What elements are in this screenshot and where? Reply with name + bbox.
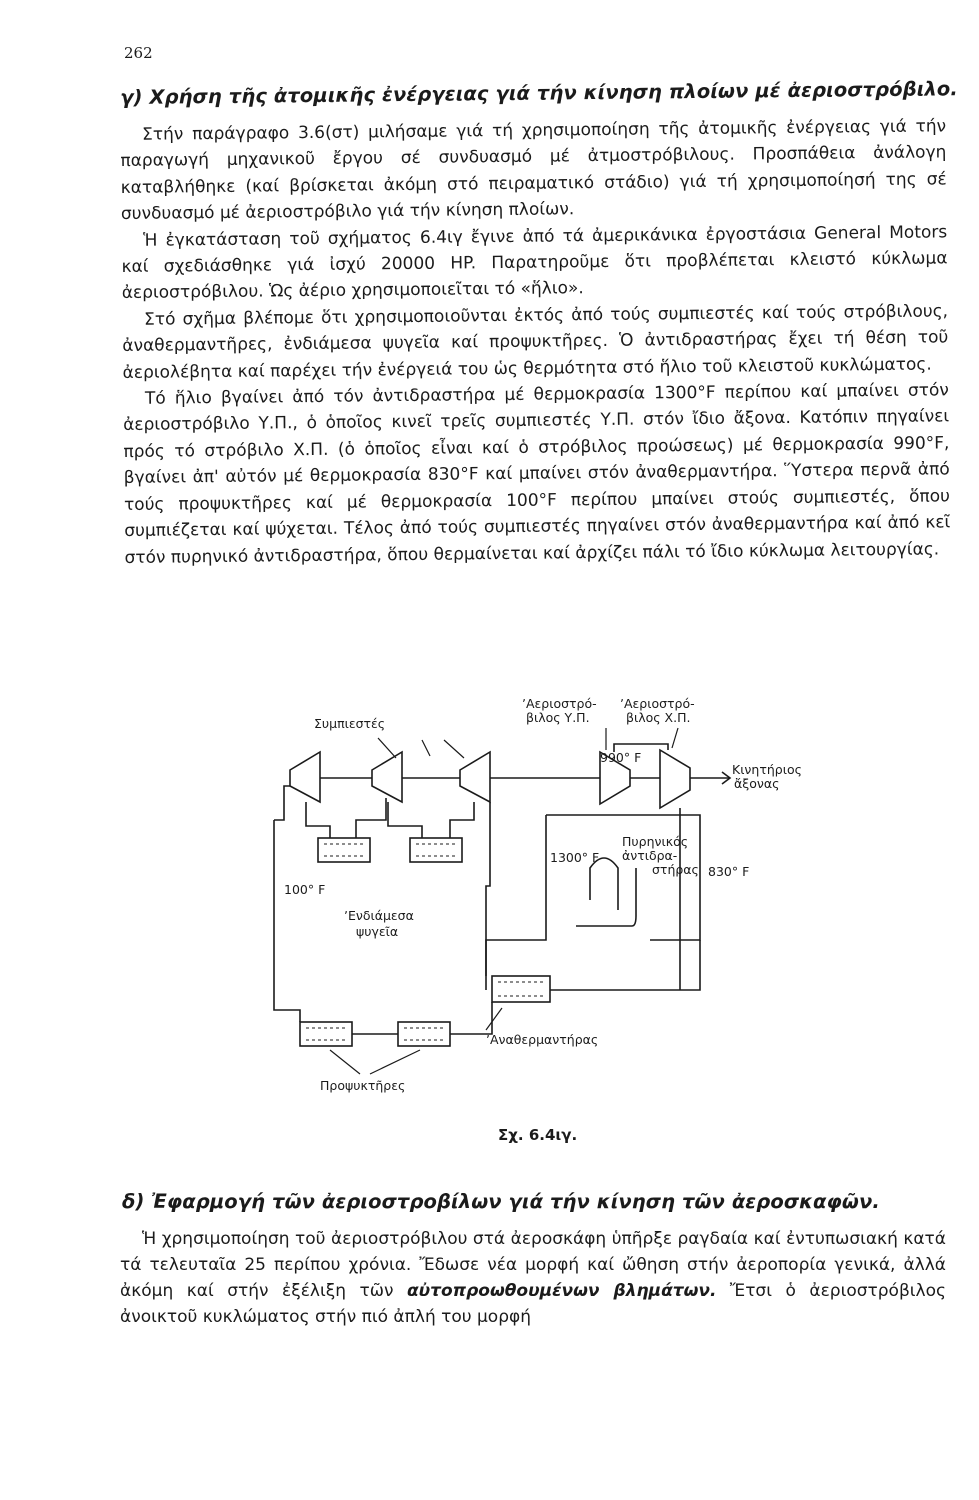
precooler-1 [300, 1022, 352, 1046]
leader-arrow [330, 1008, 502, 1074]
label-precoolers: Προψυκτῆρες [320, 1078, 406, 1093]
pipe [388, 802, 474, 838]
paragraph: Στήν παράγραφο 3.6(στ) μιλήσαμε γιά τή χρησιμοποίηση τῆς ἀτομικῆς ἐνέργειας γιά τήν παραγωγή μηχανικοῦ ἔργου σέ συνδυασμό μέ ἀτμοστρόβιλους. Προσπάθεια ἀνάλογη καταβλήθηκε (καί βρίσκεται ἀκόμη στό πειραματικό στάδιο) γιά τή χρησιμοποίησή της σέ συνδυασμό μέ ἀεριοστρόβιλο γιά τήν κίνηση πλοίων. [120, 116, 947, 225]
paragraph: Ἡ ἐγκατάσταση τοῦ σχήματος 6.4ιγ ἔγινε ἀπό τά ἀμερικάνικα ἐργοστάσια General Motors καί σχεδιάσθηκε γιά ἰσχύ 20000 HP. Παρατηροῦμε ὅτι προβλέπεται κλειστό κύκλωμα ἀεριοστρόβιλου. Ὡς ἀέριο χρησιμοποιεῖται τό «ἥλιο». [121, 221, 948, 304]
compressor-1 [290, 752, 320, 802]
label-reactor-1: Πυρηνικός [622, 834, 689, 849]
page-number: 262 [124, 44, 153, 62]
label-drive-shaft-2: ἄξονας [734, 776, 780, 791]
label-hp-turbine-2: βιλος Υ.Π. [526, 710, 590, 725]
intercooler-1 [318, 838, 370, 862]
label-100: 100° F [284, 882, 326, 897]
paragraph-start: Ἡ χρησιμοποίηση τοῦ ἀεριοστρόβιλου στά ἀεροσκάφη ὑπῆρξε ραγδαία καί ἐντυπωσιακή κατά τά τελευταῖα 25 περίπου χρόνια. Ἔδωσε νέα μορφή καί ὤθηση στήν ἀεροπορία γενικά, ἀλλά ἀκόμη καί στήν ἐξέλιξη τῶν [120, 1229, 946, 1301]
label-compressors: Συμπιεστές [314, 716, 386, 731]
helium-cycle-diagram [260, 690, 820, 1110]
reheater [492, 976, 550, 1002]
label-1300: 1300° F [550, 850, 600, 865]
section-heading-d: δ) Ἐφαρμογή τῶν ἀεριοστροβίλων γιά τήν κίνηση τῶν ἀεροσκαφῶν. [122, 1190, 880, 1213]
label-intercoolers-1: ʼΕνδιάμεσα [344, 908, 414, 923]
compressor-2 [372, 752, 402, 802]
compressor-3 [460, 752, 490, 802]
pipe [274, 786, 290, 820]
label-830: 830° F [708, 864, 750, 879]
intercooler-2 [410, 838, 462, 862]
lp-turbine [660, 750, 690, 808]
section-heading-c: γ) Χρήση τῆς ἀτομικῆς ἐνέργειας γιά τήν κίνηση πλοίων μέ ἀεριοστρόβιλο. [120, 77, 958, 109]
label-reheater: ʼΑναθερμαντήρας [486, 1032, 599, 1047]
paragraph: Τό ἥλιο βγαίνει ἀπό τόν ἀντιδραστήρα μέ θερμοκρασία 1300°F περίπου καί μπαίνει στόν ἀεριοστρόβιλο Υ.Π., ὁ ὁποῖος κινεῖ τρεῖς συμπιεστές Υ.Π. στόν ἴδιο ἄξονα. Κατόπιν πηγαίνει πρός τό στρόβιλο Χ.Π. (ὁ ὁποῖος εἶναι καί ὁ στρόβιλος προώσεως) μέ θερμοκρασία 990°F, βγαίνει ἀπ' αὐτόν μέ θερμοκρασία 830°F καί μπαίνει στόν ἀναθερμαντήρα. Ὕστερα περνᾶ ἀπό τούς προψυκτῆρες καί μέ θερμοκρασία 100°F περίπου μπαίνει στούς συμπιεστές, ὅπου συμπιέζεται καί ψύχεται. Τέλος ἀπό τούς συμπιεστές πηγαίνει στόν ἀναθερμαντήρα καί ἀπό κεῖ στόν πυρηνικό ἀντιδραστήρα, ὅπου θερμαίνεται καί ἀρχίζει πάλι τό ἴδιο κύκλωμα λειτουργίας. [123, 380, 951, 568]
section-c-body [120, 113, 951, 571]
reactor-loop [486, 815, 546, 990]
paragraph [120, 1226, 946, 1330]
label-intercoolers-2: ψυγεῖα [356, 924, 399, 939]
reactor-vessel [576, 858, 636, 926]
precooler-2 [398, 1022, 450, 1046]
diagram-svg [260, 690, 820, 1110]
label-reactor-2: ἀντιδρα- [622, 848, 678, 863]
label-lp-turbine-1: ʼΑεριοστρό- [620, 696, 695, 711]
label-reactor-3: στήρας [652, 862, 699, 877]
label-990: 990° F [600, 750, 642, 765]
paragraph: Στό σχῆμα βλέπομε ὅτι χρησιμοποιοῦνται ἐκτός ἀπό τούς συμπιεστές καί τούς στρόβιλους, ἀναθερμαντῆρες, ἐνδιάμεσα ψυγεῖα καί προψυκτῆρες. Ὁ ἀντιδραστήρας ἔχει τή θέση τοῦ ἀεριολέβητα καί παρέχει τήν ἐνέργειά του ὡς θερμότητα στό ἥλιο τοῦ κλειστοῦ κυκλώματος. [122, 301, 949, 383]
paragraph-end: Ἔτσι ὁ ἀεριοστρόβιλος ἀνοικτοῦ κυκλώματος στήν πιό ἀπλή του μορφή [120, 1281, 946, 1327]
label-hp-turbine-1: ʼΑεριοστρό- [522, 696, 597, 711]
emphasis-missiles: αὐτοπροωθουμένων βλημάτων. [406, 1281, 717, 1301]
label-lp-turbine-2: βιλος Χ.Π. [626, 710, 691, 725]
pipe [306, 798, 386, 838]
label-drive-shaft-1: Κινητήριος [732, 762, 802, 777]
section-d-body [120, 1226, 946, 1330]
figure-caption: Σχ. 6.4ιγ. [498, 1126, 578, 1144]
leader-arrow [378, 738, 464, 758]
pipe [486, 802, 490, 976]
